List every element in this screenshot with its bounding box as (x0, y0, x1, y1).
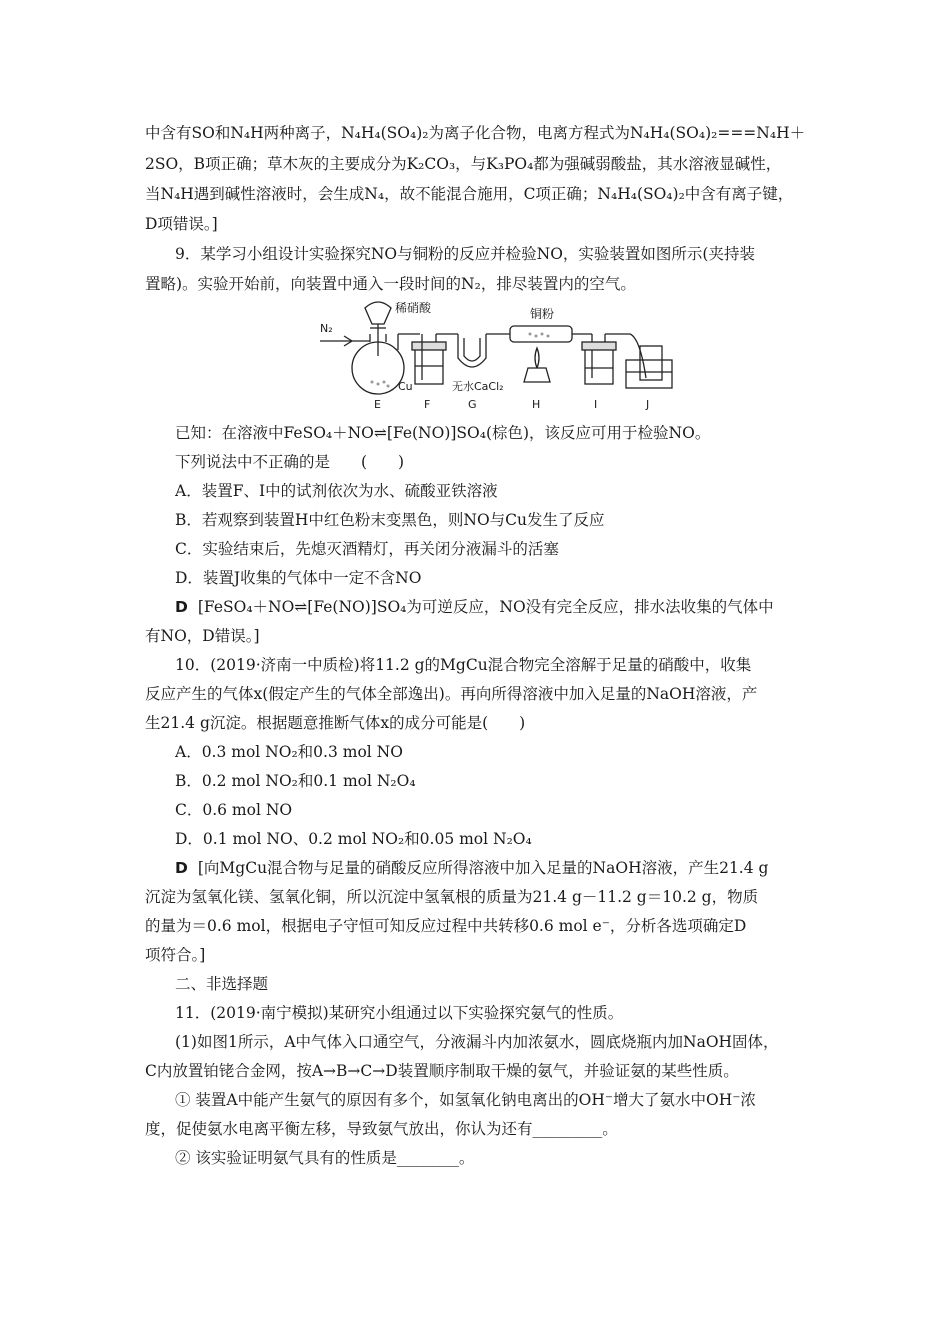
option-d: D．装置J收集的气体中一定不含NO (175, 569, 422, 587)
question-9-stem: 9．某学习小组设计实验探究NO与铜粉的反应并检验NO，实验装置如图所示(夹持装 (175, 245, 755, 263)
cu-label: Cu (398, 380, 413, 393)
option-c: C．0.6 mol NO (175, 801, 293, 819)
answer-text: [向MgCu混合物与足量的硝酸反应所得溶液中加入足量的NaOH溶液，产生21.4 g (197, 859, 769, 877)
question-11-stem: 11．(2019·南宁模拟)某研究小组通过以下实验探究氨气的性质。 (175, 1004, 624, 1022)
answer-9 (175, 597, 845, 617)
answer-10 (175, 858, 845, 878)
label-j: J (646, 398, 650, 411)
n2-label: N₂ (320, 322, 333, 335)
known-reaction: 已知：在溶液中FeSO₄＋NO⇌[Fe(NO)]SO₄(棕色)，该反应可用于检验NO。 (175, 424, 711, 442)
cacl2-label: 无水CaCl₂ (452, 380, 504, 393)
option-b: B．0.2 mol NO₂和0.1 mol N₂O₄ (175, 772, 416, 790)
answer-text: [FeSO₄＋NO⇌[Fe(NO)]SO₄为可逆反应，NO没有完全反应，排水法收集的气体中 (197, 598, 774, 616)
question-9-stem-cont: 置略)。实验开始前，向装置中通入一段时间的N₂，排尽装置内的空气。 (145, 275, 636, 293)
answer-letter: D (175, 598, 188, 616)
option-a: A．0.3 mol NO₂和0.3 mol NO (175, 743, 403, 761)
text-line: 2SO，B项正确；草木灰的主要成分为K₂CO₃，与K₃PO₄都为强碱弱酸盐，其水溶液显碱性， (145, 155, 782, 173)
answer-10-cont: 的量为＝0.6 mol，根据电子守恒可知反应过程中共转移0.6 mol e⁻，分析各选项确定D (145, 917, 747, 935)
question-10-stem-cont: 生21.4 g沉淀。根据题意推断气体x的成分可能是( ) (145, 714, 526, 732)
answer-10-cont: 项符合。] (145, 946, 206, 964)
label-i: I (594, 398, 598, 411)
option-a: A．装置F、I中的试剂依次为水、硫酸亚铁溶液 (175, 482, 498, 500)
copper-powder-label: 铜粉 (530, 307, 555, 321)
sub-question-2: ② 该实验证明氨气具有的性质是________。 (175, 1149, 475, 1167)
answer-9-cont: 有NO，D错误。] (145, 627, 260, 645)
question-9-ask: 下列说法中不正确的是 ( ) (175, 453, 405, 471)
label-h: H (532, 398, 541, 411)
option-d: D．0.1 mol NO、0.2 mol NO₂和0.05 mol N₂O₄ (175, 830, 532, 848)
acid-label: 稀硝酸 (395, 301, 432, 315)
apparatus-diagram (300, 298, 700, 413)
option-b: B．若观察到装置H中红色粉末变黑色，则NO与Cu发生了反应 (175, 511, 605, 529)
label-f: F (424, 398, 431, 411)
answer-10-cont: 沉淀为氢氧化镁、氢氧化铜，所以沉淀中氢氧根的质量为21.4 g－11.2 g＝10.2 g，物质 (145, 888, 759, 906)
section-heading: 二、非选择题 (175, 975, 269, 993)
question-11-part1-cont: C内放置铂铑合金网，按A→B→C→D装置顺序制取干燥的氨气，并验证氨的某些性质。 (145, 1062, 739, 1080)
label-g: G (468, 398, 477, 411)
answer-letter: D (175, 859, 188, 877)
option-c: C．实验结束后，先熄灭酒精灯，再关闭分液漏斗的活塞 (175, 540, 559, 558)
sub-question-1: ① 装置A中能产生氨气的原因有多个，如氢氧化钠电离出的OH⁻增大了氨水中OH⁻浓 (175, 1091, 756, 1109)
sub-question-1-cont: 度，促使氨水电离平衡左移，导致氨气放出，你认为还有_________。 (145, 1120, 618, 1138)
question-11-part1: (1)如图1所示，A中气体入口通空气，分液漏斗内加浓氨水，圆底烧瓶内加NaOH固体， (175, 1033, 779, 1051)
question-10-stem-cont: 反应产生的气体x(假定产生的气体全部逸出)。再向所得溶液中加入足量的NaOH溶液，产 (145, 685, 758, 703)
question-10-stem: 10．(2019·济南一中质检)将11.2 g的MgCu混合物完全溶解于足量的硝酸中，收集 (175, 656, 752, 674)
text-line: D项错误。] (145, 215, 218, 233)
text-line: 当N₄H遇到碱性溶液时，会生成N₄，故不能混合施用，C项正确；N₄H₄(SO₄)₂中含有离子键， (145, 185, 794, 203)
label-e: E (374, 398, 381, 411)
text-line: 中含有SO和N₄H两种离子，N₄H₄(SO₄)₂为离子化合物，电离方程式为N₄H₄(SO₄)₂===N₄H＋ (145, 124, 806, 142)
